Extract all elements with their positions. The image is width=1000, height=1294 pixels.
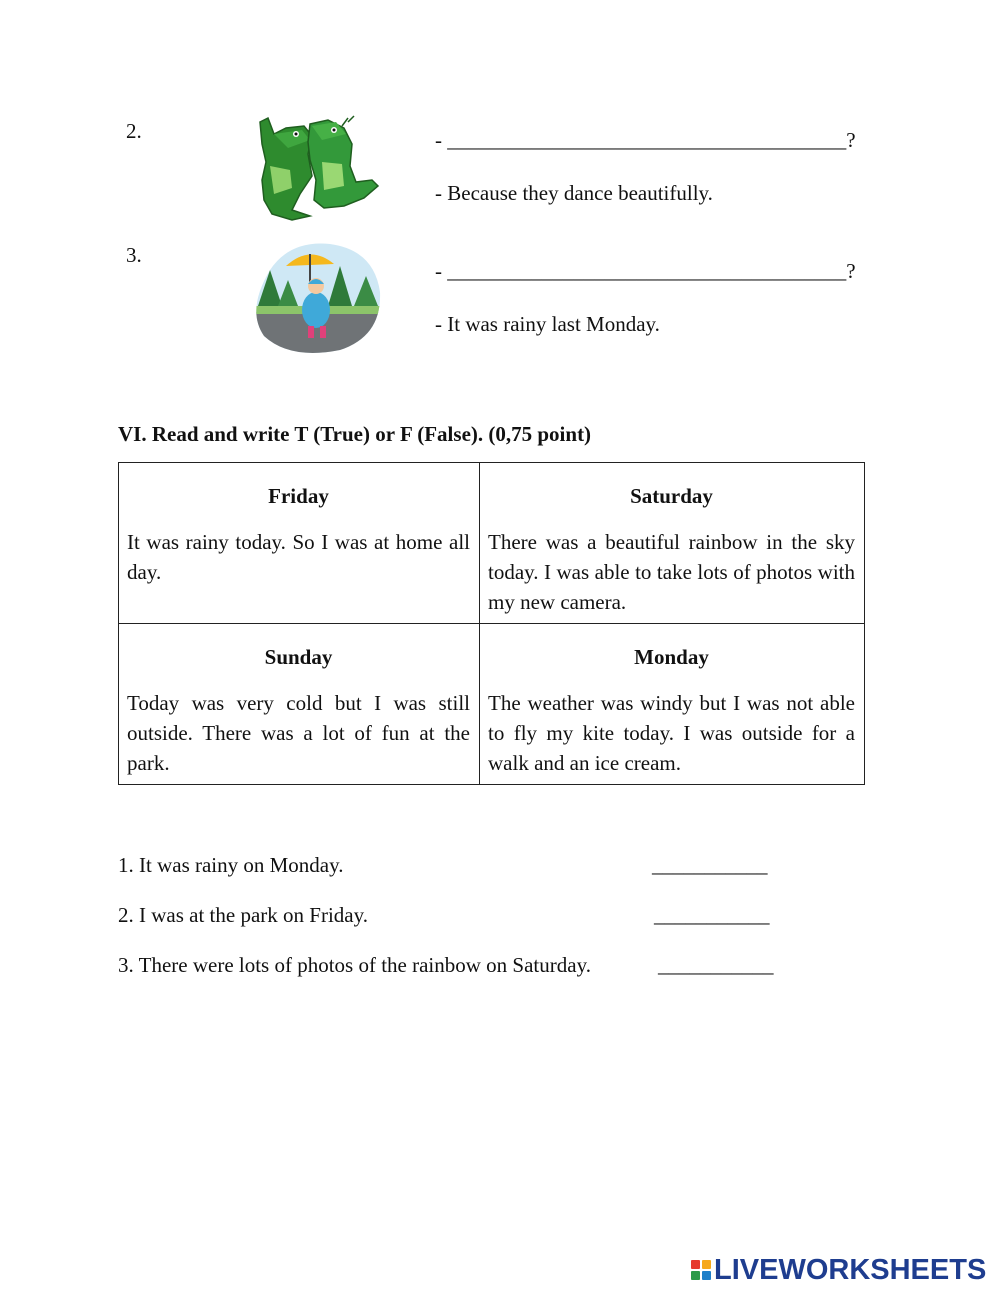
liveworksheets-logo	[691, 1255, 986, 1285]
diary-cell-saturday	[480, 463, 865, 624]
logo-blocks-icon	[691, 1260, 711, 1280]
diary-cell-friday	[119, 463, 480, 624]
day-label: Monday	[634, 645, 709, 669]
statement-text: 3. There were lots of photos of the rainbow on Saturday.	[118, 953, 591, 977]
question-number: 2.	[126, 119, 142, 143]
day-label: Sunday	[264, 645, 333, 669]
rainy-girl-umbrella-image	[250, 240, 382, 356]
answer-text: - It was rainy last Monday.	[435, 312, 660, 336]
diary-text: Today was very cold but I was still outside. There was a lot of fun at the park.	[127, 691, 470, 775]
day-label: Saturday	[630, 484, 713, 508]
question-blank-line[interactable]: - ______________________________________?	[435, 128, 856, 152]
answer-text: - Because they dance beautifully.	[435, 181, 713, 205]
question-blank-line[interactable]: - ______________________________________?	[435, 259, 856, 283]
diary-text: It was rainy today. So I was at home all day.	[127, 530, 470, 584]
logo-text: LIVEWORKSHEETS	[714, 1253, 987, 1286]
dancing-crocodiles-image	[252, 114, 380, 222]
diary-cell-sunday	[119, 624, 480, 785]
answer-blank[interactable]: ___________	[652, 853, 768, 877]
answer-blank[interactable]: ___________	[658, 953, 774, 977]
weather-diary-table	[118, 462, 865, 785]
question-number: 3.	[126, 243, 142, 267]
diary-cell-monday	[480, 624, 865, 785]
section-heading: VI. Read and write T (True) or F (False). (0,75 point)	[118, 422, 592, 446]
statement-text: 1. It was rainy on Monday.	[118, 853, 344, 877]
diary-text: The weather was windy but I was not able to fly my kite today. I was outside for a walk and an ice cream.	[488, 691, 855, 775]
statement-text: 2. I was at the park on Friday.	[118, 903, 368, 927]
day-label: Friday	[268, 484, 329, 508]
answer-blank[interactable]: ___________	[654, 903, 770, 927]
diary-text: There was a beautiful rainbow in the sky today. I was able to take lots of photos with my new camera.	[488, 530, 855, 614]
